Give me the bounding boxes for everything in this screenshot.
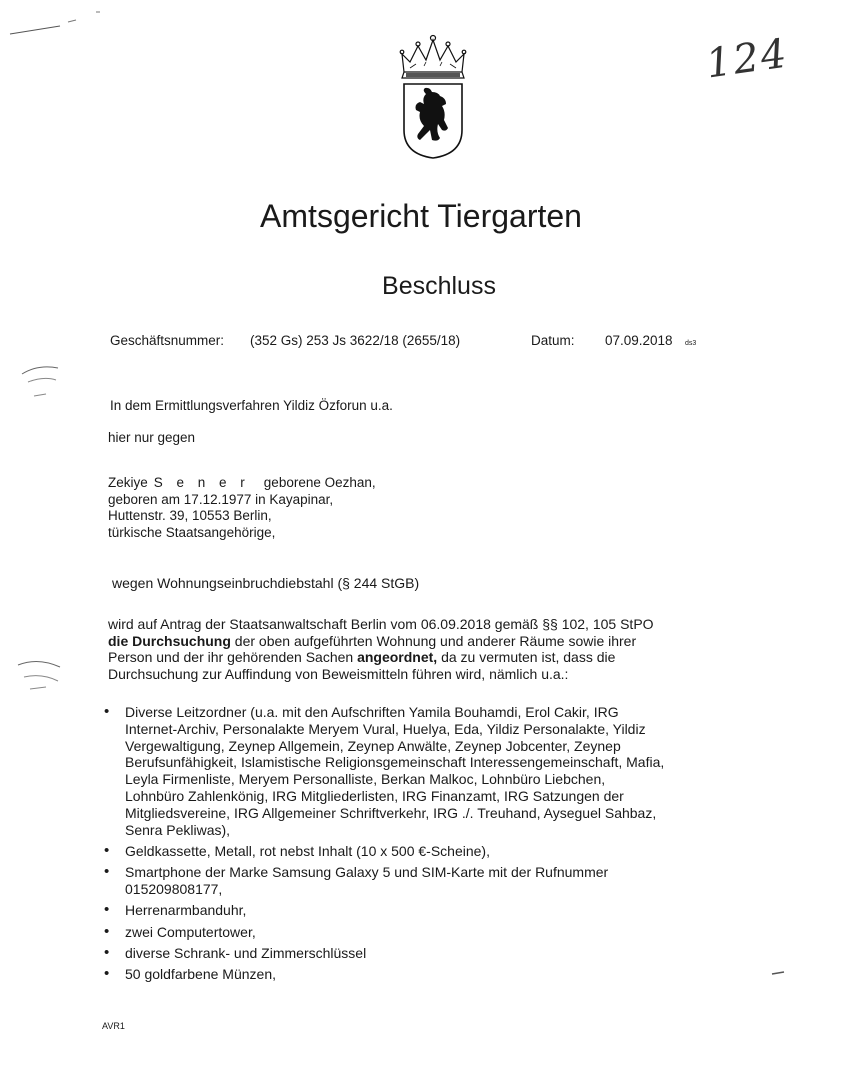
list-item: • Geldkassette, Metall, rot nebst Inhalt (10 x 500 €-Scheine), — [104, 843, 794, 860]
date-suffix: ds3 — [685, 340, 697, 347]
order-line-4: Durchsuchung zur Auffindung von Beweismitteln führen wird, nämlich u.a.: — [108, 665, 569, 682]
order-paragraph — [108, 616, 778, 682]
document-type: Beschluss — [382, 272, 496, 300]
list-item: • Diverse Leitzordner (u.a. mit den Aufschriften Yamila Bouhamdi, Erol Cakir, IRG Internet-Archiv, Personalakte Meryem Vural, Huelya, Eda, Yildiz Personalakte, Yildiz Vergewaltigung, Zeynep Allgemein, Zeynep Anwälte, Zeynep Jobcenter, Zeynep Berufsunfähigkeit, Islamistische Religionsgemeinschaft Interessengemeinschaft, Mafia, Leyla Firmenliste, Meryem Personalliste, Berkan Malkoc, Lohnbüro Liebchen, Lohnbüro Zahlenkönig, IRG Mitgliederlisten, IRG Finanzamt, IRG Satzungen der Mitgliedsvereine, IRG Allgemeiner Schriftverkehr, IRG ./. Treuhand, Ayseguel Sahbaz, Senra Pekliwas), — [104, 704, 794, 838]
date-label: Datum: — [531, 333, 575, 348]
date-value: 07.09.2018 — [605, 333, 673, 348]
evidence-list — [104, 704, 794, 987]
person-birth: geboren am 17.12.1977 in Kayapinar, — [108, 491, 334, 507]
order-line-2 — [108, 633, 778, 650]
order-line-3-rest: da zu vermuten ist, dass die — [437, 649, 616, 665]
person-first-name: Zekiye — [108, 475, 148, 490]
offense-line: wegen Wohnungseinbruchdiebstahl (§ 244 StGB) — [112, 575, 420, 591]
person-birth-name: geborene Oezhan, — [263, 475, 376, 490]
order-line-3-start: Person und der ihr gehörenden Sachen — [108, 649, 358, 665]
proceedings-restriction: hier nur gegen — [108, 430, 196, 445]
person-nationality: türkische Staatsangehörige, — [108, 524, 276, 540]
list-item: • zwei Computertower, — [104, 924, 794, 941]
case-number-label: Geschäftsnummer: — [110, 333, 225, 348]
list-item: • diverse Schrank- und Zimmerschlüssel — [104, 945, 794, 962]
proceedings-intro: In dem Ermittlungsverfahren Yildiz Özforun u.a. — [110, 398, 393, 413]
list-item: • 50 goldfarbene Münzen, — [104, 966, 794, 983]
order-ordered-bold: angeordnet, — [357, 649, 438, 665]
order-line-3 — [108, 649, 778, 666]
list-item: • Smartphone der Marke Samsung Galaxy 5 und SIM-Karte mit der Rufnummer 015209808177, — [104, 864, 794, 898]
handwritten-page-number: 124 — [703, 30, 792, 88]
scan-mark-left-1 — [16, 358, 76, 408]
form-code: AVR1 — [102, 1021, 125, 1031]
list-item: • Herrenarmbanduhr, — [104, 902, 794, 919]
person-address: Huttenstr. 39, 10553 Berlin, — [108, 508, 272, 523]
order-search-bold: die Durchsuchung — [108, 632, 231, 649]
person-block — [108, 475, 376, 541]
order-line-2-rest: der oben aufgeführten Wohnung und anderer Räume sowie ihrer — [230, 632, 637, 649]
person-name-row — [108, 475, 376, 492]
order-line-1: wird auf Antrag der Staatsanwaltschaft Berlin vom 06.09.2018 gemäß §§ 102, 105 StPO — [108, 616, 654, 632]
berlin-bear-coat-of-arms-icon — [396, 32, 470, 162]
person-last-name: S e n e r — [153, 475, 250, 490]
scan-mark-left-2 — [14, 655, 74, 700]
case-number: (352 Gs) 253 Js 3622/18 (2655/18) — [250, 333, 461, 348]
court-name: Amtsgericht Tiergarten — [260, 198, 582, 234]
scan-mark-top-left — [8, 8, 118, 38]
